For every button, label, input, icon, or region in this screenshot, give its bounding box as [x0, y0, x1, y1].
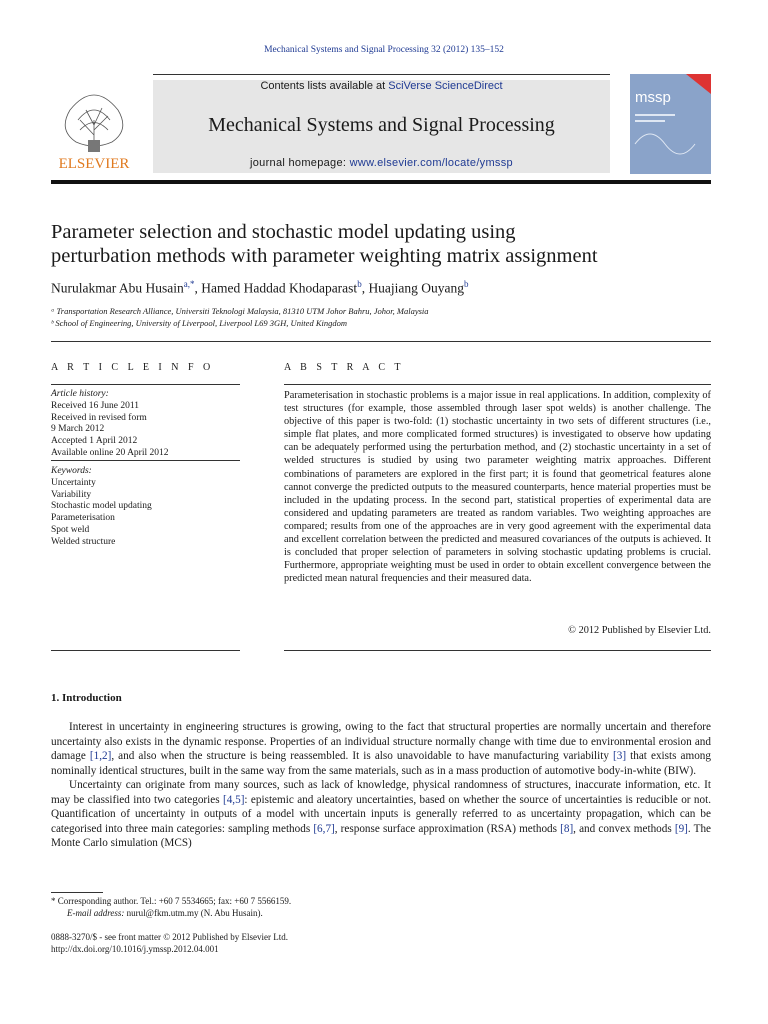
article-history: [51, 389, 240, 460]
history-item: 9 March 2012: [51, 424, 105, 435]
keywords-label: Keywords:: [51, 466, 92, 476]
elsevier-wordmark: ELSEVIER: [58, 156, 130, 172]
keyword: Uncertainty: [51, 477, 96, 488]
affiliation-a: ᵃ Transportation Research Alliance, Universiti Teknologi Malaysia, 81310 UTM Johor Bahru, Johor, Malaysia: [51, 306, 429, 316]
contents-prefix: Contents lists available at: [260, 80, 389, 92]
article-info-rule: [51, 650, 240, 651]
abstract-copyright: © 2012 Published by Elsevier Ltd.: [568, 625, 711, 636]
history-item: Accepted 1 April 2012: [51, 436, 138, 447]
contents-line: [153, 80, 610, 92]
journal-title: Mechanical Systems and Signal Processing: [208, 114, 555, 136]
header-rule: [153, 74, 610, 75]
history-label: Article history:: [51, 389, 109, 399]
article-info-heading: A R T I C L E I N F O: [51, 362, 214, 373]
citation-link[interactable]: [1,2]: [89, 750, 112, 762]
citation-link[interactable]: [6,7]: [313, 822, 335, 835]
author-1-affil-mark[interactable]: a,*: [183, 279, 195, 289]
article-info-rule: [51, 460, 240, 461]
abstract-heading: A B S T R A C T: [284, 362, 405, 373]
affiliation-b: ᵇ School of Engineering, University of Liverpool, Liverpool L69 3GH, United Kingdom: [51, 318, 347, 328]
abstract-text: Parameterisation in stochastic problems is a major issue in real applications. In addition, complexity of test structures (for example, those assembled through laser spot welds) is another challenge. The objective of this paper is two-fold: (1) stochastic uncertainty in two sets of different structures (i.e., simple flat plates, and more complicated formed structures) is investigated to observe how updating can be adequately performed using the perturbation method, and (2) stochastic uncertainty in a set of welded structures is studied by using two parameter weighting matrix approaches. Different combinations of parameters are explored in the first part; it is found that geometrical features alone cannot converge the predicted outputs to the measured counterparts, hence material properties must be included in the updating process. In the second part, statistical properties of experimental data are considered and updating parameters are treated as random variables. Two weighting approaches are compared; results from one of the approaches are in very good agreement with the experimental data and excellent correlation between the predicted and measured covariances of the outputs is achieved. It is concluded that proper selection of parameters in solving stochastic updating problems is crucial. Furthermore, appropriate weighting must be used in order to obtain excellent convergence between the predicted mean natural frequencies and their measured data.: [284, 390, 711, 585]
author-3: Huajiang Ouyang: [368, 280, 465, 296]
paragraph: Uncertainty can originate from many sources, such as lack of knowledge, physical randomness of structures, inaccurate information, etc. It may be classified into two categories [4,5]: epistemic and aleatory uncertainties, based on whether the source of uncertainties is reducible or not. Quantification of uncertainty in outputs of a model with uncertain inputs is generally referred to as uncertainty propagation, which can be categorised into three main categories: sampling methods [6,7], response surface approximation (RSA) methods [8], and convex methods [9]. The Monte Carlo simulation (MCS): [51, 779, 712, 849]
paper-title-line-1: Parameter selection and stochastic model updating using: [51, 221, 516, 243]
citation-link[interactable]: [4,5]: [222, 793, 245, 806]
homepage-link[interactable]: www.elsevier.com/locate/ymssp: [349, 157, 513, 169]
author-2: Hamed Haddad Khodaparast: [201, 280, 358, 296]
corresponding-author-note: * Corresponding author. Tel.: +60 7 5534665; fax: +60 7 5566159.: [51, 896, 292, 906]
citation-link[interactable]: [9]: [674, 822, 688, 835]
abstract-rule: [284, 384, 711, 385]
abstract-rule: [284, 650, 711, 651]
author-3-affil-mark[interactable]: b: [464, 279, 469, 289]
author-1: Nurulakmar Abu Husain: [51, 280, 184, 296]
history-item: Received 16 June 2011: [51, 400, 140, 411]
paragraph: Interest in uncertainty in engineering structures is growing, owing to the fact that structural properties are normally uncertain and therefore uncertainty also exists in the dynamic response. Properties of an individual structure normally change with time due to environmental erosion and damage [1,2], and also when the structure is being reassembled. It is also unavoidable to have manufacturing variability [3] that exists among nominally identical structures, built in the same way from the same materials, such as in a mass production of automotive body-in-white (BIW).: [51, 721, 711, 777]
journal-citation[interactable]: Mechanical Systems and Signal Processing 32 (2012) 135–152: [264, 45, 504, 55]
front-matter-note: 0888-3270/$ - see front matter © 2012 Published by Elsevier Ltd.: [51, 932, 289, 942]
keyword: Parameterisation: [51, 513, 115, 524]
keywords: [51, 466, 240, 549]
cover-title: mssp: [635, 89, 671, 106]
email-label: E-mail address:: [67, 908, 125, 918]
paper-title: [51, 220, 731, 268]
section-heading-introduction: 1. Introduction: [51, 692, 122, 704]
citation-link[interactable]: [8]: [560, 822, 574, 835]
article-info-rule: [51, 384, 240, 385]
author-list: Nurulakmar Abu Husain$^{a,*}$, Hamed Haddad Khodaparast$^b$, Huajiang Ouyang$^b$: [51, 279, 469, 296]
keyword: Variability: [51, 489, 92, 500]
section-rule: [51, 341, 711, 342]
history-item: Received in revised form: [51, 412, 147, 423]
header-thick-rule: [51, 180, 711, 184]
paper-title-line-2: perturbation methods with parameter weighting matrix assignment: [51, 245, 598, 267]
homepage-prefix: journal homepage:: [250, 157, 350, 169]
email-address[interactable]: nurul@fkm.utm.my (N. Abu Husain).: [124, 908, 263, 918]
citation-link[interactable]: [3]: [613, 750, 627, 762]
keyword: Stochastic model updating: [51, 501, 152, 512]
author-2-affil-mark[interactable]: b: [357, 279, 362, 289]
introduction-body: [51, 720, 711, 851]
doi-link[interactable]: http://dx.doi.org/10.1016/j.ymssp.2012.04.001: [51, 944, 219, 954]
journal-cover-image: [630, 74, 711, 174]
keyword: Spot weld: [51, 524, 90, 535]
keyword: Welded structure: [51, 536, 116, 547]
sciencedirect-link[interactable]: SciVerse ScienceDirect: [388, 80, 503, 92]
footnote-rule: [51, 892, 103, 893]
history-item: Available online 20 April 2012: [51, 447, 169, 458]
email-note: [51, 908, 263, 918]
homepage-line: [153, 157, 610, 169]
elsevier-tree-logo: [50, 80, 138, 172]
